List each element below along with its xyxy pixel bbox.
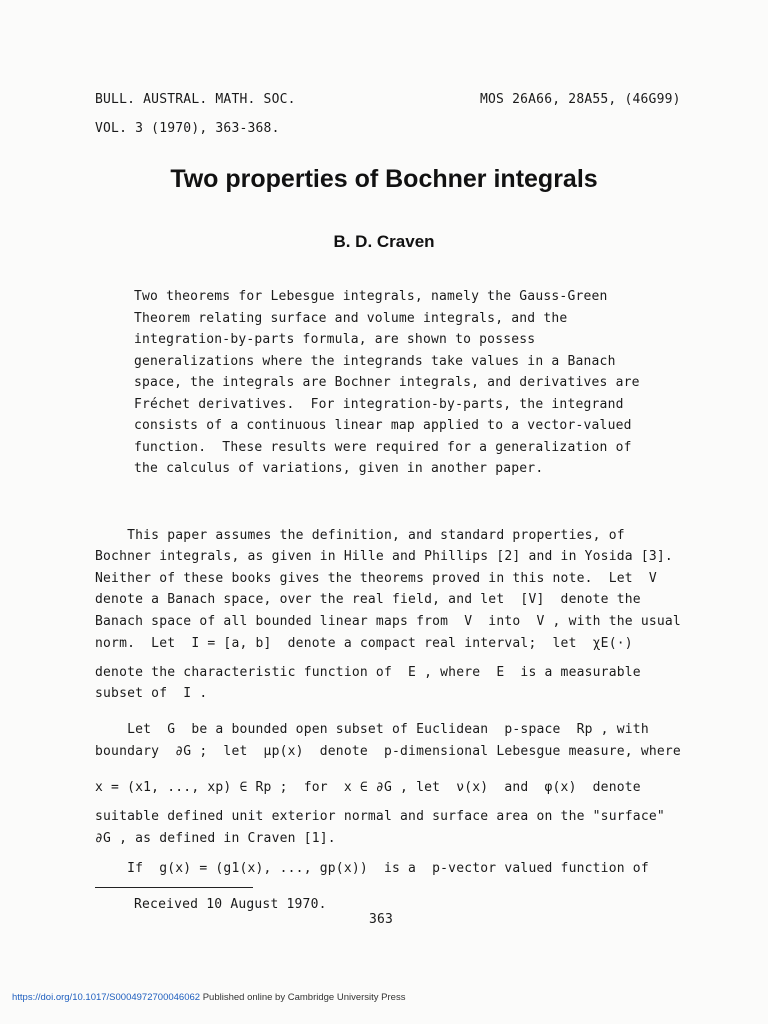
paper-title: Two properties of Bochner integrals [170,165,598,193]
body-line: denote the characteristic function of E , where E is a measurable [95,665,641,680]
abstract-line: generalizations where the integrands take values in a Banach [134,354,616,369]
body-line: Neither of these books gives the theorems proved in this note. Let V [95,571,657,586]
body-line: Bochner integrals, as given in Hille and Phillips [2] and in Yosida [3]. [95,549,673,564]
abstract-line: Fréchet derivatives. For integration-by-parts, the integrand [134,397,624,412]
body-line: x = (x1, ..., xp) ∈ Rp ; for x ∈ ∂G , let ν(x) and φ(x) denote [95,780,641,795]
body-line: denote a Banach space, over the real field, and let [V] denote the [95,592,641,607]
page-number: 363 [369,912,394,927]
doi-link[interactable]: https://doi.org/10.1017/S0004972700046062 [12,992,201,1003]
body-line: suitable defined unit exterior normal and surface area on the "surface" [95,809,665,824]
abstract-line: the calculus of variations, given in another paper. [134,461,544,476]
body-line: This paper assumes the definition, and standard properties, of [95,528,625,543]
abstract-line: function. These results were required for a generalization of [134,440,632,455]
body-line: boundary ∂G ; let μp(x) denote p-dimensional Lebesgue measure, where [95,744,681,759]
mos-classification: MOS 26A66, 28A55, (46G99) [480,92,681,107]
volume-info: VOL. 3 (1970), 363-368. [95,121,280,136]
abstract-line: Two theorems for Lebesgue integrals, namely the Gauss-Green [134,289,608,304]
received-footnote: Received 10 August 1970. [134,897,327,912]
paper-author: B. D. Craven [333,232,435,251]
body-line: Banach space of all bounded linear maps from V into V , with the usual [95,614,681,629]
published-note: Published online by Cambridge University Press [200,992,406,1003]
body-line: ∂G , as defined in Craven [1]. [95,831,336,846]
body-line: If g(x) = (g1(x), ..., gp(x)) is a p-vector valued function of [95,861,649,876]
body-line: norm. Let I = [a, b] denote a compact real interval; let χE(·) [95,636,633,651]
abstract-line: integration-by-parts formula, are shown to possess [134,332,536,347]
doi-footer [12,992,405,1003]
body-line: subset of I . [95,686,208,701]
journal-name: BULL. AUSTRAL. MATH. SOC. [95,92,296,107]
abstract-line: space, the integrals are Bochner integrals, and derivatives are [134,375,640,390]
body-line: Let G be a bounded open subset of Euclidean p-space Rp , with [95,722,649,737]
abstract-line: Theorem relating surface and volume integrals, and the [134,311,568,326]
footnote-rule [95,887,253,888]
abstract-line: consists of a continuous linear map applied to a vector-valued [134,418,632,433]
